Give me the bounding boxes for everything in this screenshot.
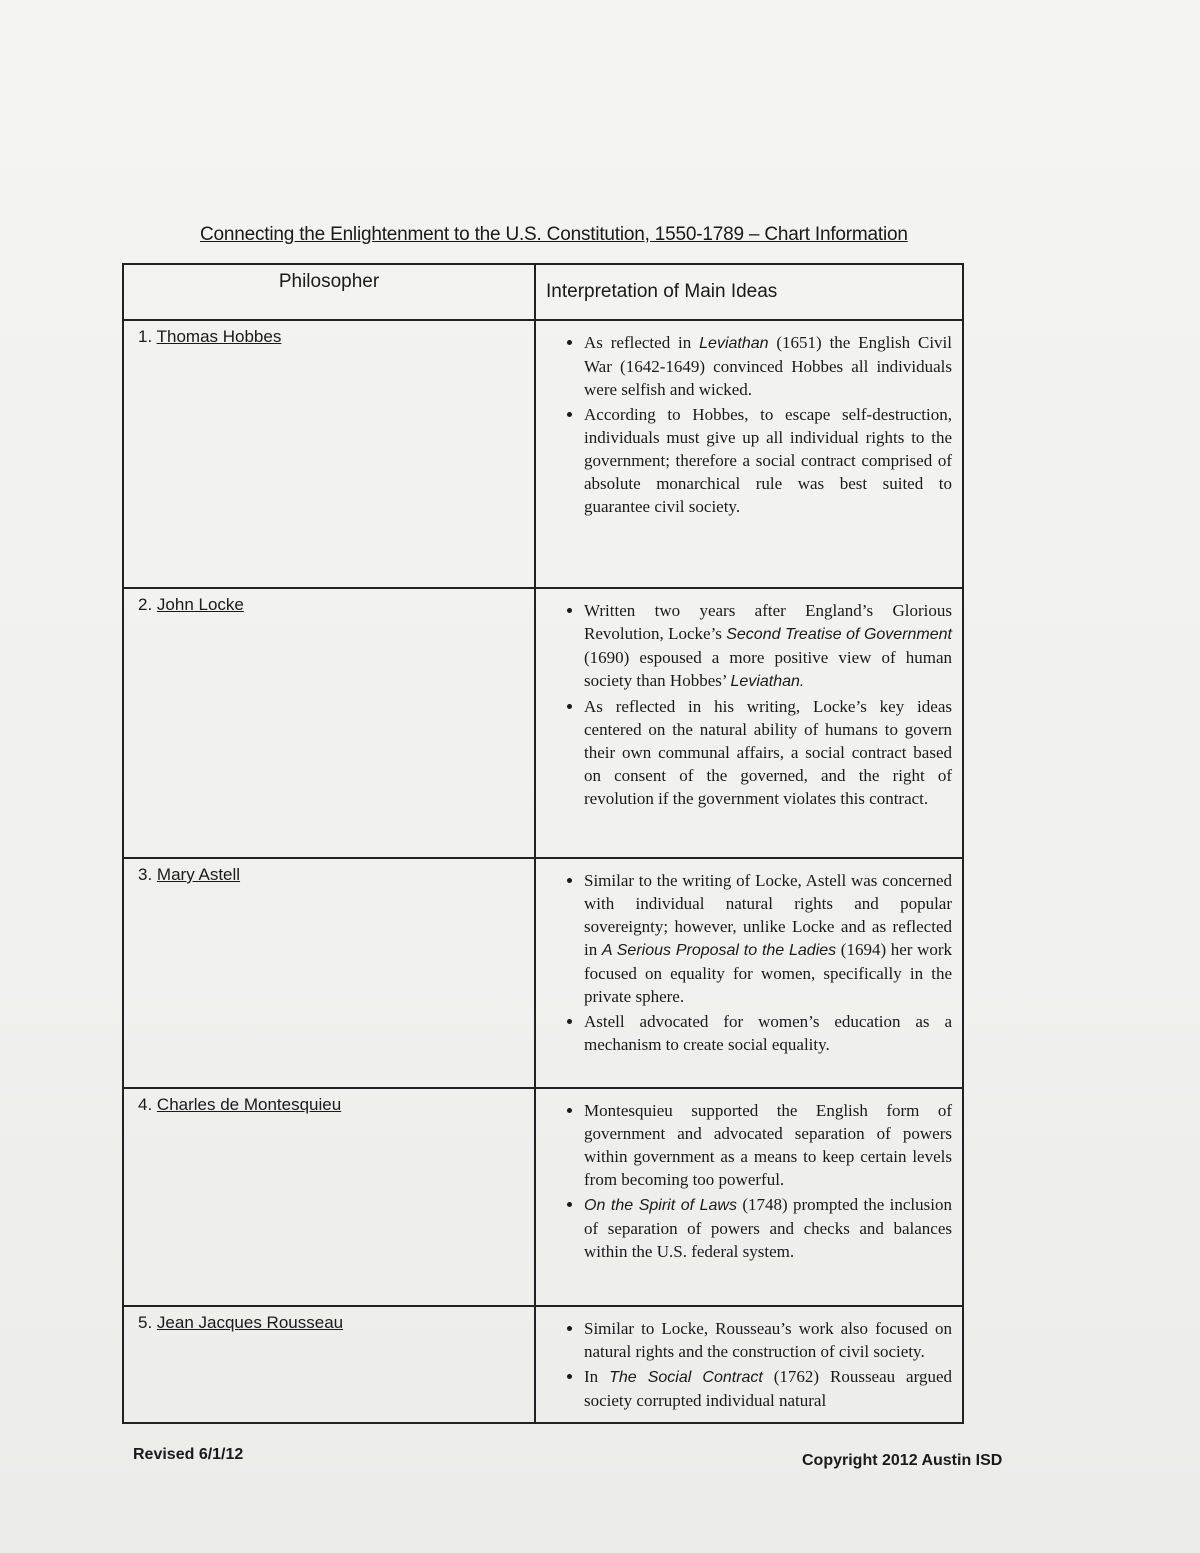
table-row	[123, 858, 963, 1088]
philosopher-cell	[123, 320, 535, 588]
page-title: Connecting the Enlightenment to the U.S. Constitution, 1550-1789 – Chart Information	[200, 224, 908, 245]
ideas-column-header: Interpretation of Main Ideas	[535, 264, 963, 320]
idea-bullet	[584, 599, 952, 693]
idea-bullet	[584, 1365, 952, 1412]
table-row	[123, 1306, 963, 1423]
table-row	[123, 1088, 963, 1306]
ideas-cell	[535, 1306, 963, 1423]
idea-bullet	[584, 869, 952, 1008]
table-row	[123, 320, 963, 588]
idea-text: Similar to Locke, Rousseau’s work also focused on natural rights and the construction of civil society.	[584, 1319, 952, 1361]
idea-text: Similar to the writing of Locke, Astell was concerned with individual natural rights and popular sovereignty; however, unlike Locke and as reflected in	[584, 871, 952, 959]
idea-bullet	[584, 331, 952, 401]
ideas-list	[536, 589, 962, 820]
row-number: 1.	[138, 327, 153, 346]
idea-text: In	[584, 1367, 610, 1386]
philosopher-cell	[123, 1306, 535, 1423]
ideas-list	[536, 1089, 962, 1273]
idea-text: As reflected in	[584, 333, 700, 352]
row-number: 5.	[138, 1313, 153, 1332]
ideas-list	[536, 321, 962, 528]
row-number: 4.	[138, 1095, 153, 1114]
row-number: 3.	[138, 865, 153, 884]
idea-text: (1690) espoused a more positive view of human society than Hobbes’	[584, 648, 952, 690]
philosopher-name: Thomas Hobbes	[156, 327, 282, 346]
philosopher-name: John Locke	[156, 595, 244, 614]
philosopher-name: Mary Astell	[156, 865, 241, 884]
ideas-cell	[535, 588, 963, 858]
idea-bullet	[584, 1193, 952, 1263]
idea-text: Montesquieu supported the English form of government and advocated separation of powers within government as a means to keep certain levels from becoming too powerful.	[584, 1101, 952, 1189]
work-title: The Social Contract	[609, 1369, 763, 1386]
ideas-cell	[535, 320, 963, 588]
idea-bullet	[584, 695, 952, 810]
row-number: 2.	[138, 595, 153, 614]
philosopher-cell	[123, 1088, 535, 1306]
work-title: A Serious Proposal to the Ladies	[601, 942, 837, 959]
philosopher-name: Jean Jacques Rousseau	[156, 1313, 344, 1332]
table-header-row	[123, 264, 963, 320]
idea-bullet	[584, 1317, 952, 1363]
idea-text: According to Hobbes, to escape self-destruction, individuals must give up all individual rights to the government; therefore a social contract comprised of absolute monarchical rule was best suited to guarantee civil society.	[584, 405, 952, 516]
copyright-notice: Copyright 2012 Austin ISD	[802, 1452, 1003, 1469]
idea-text: (1694) her work focused on equality for women, specifically in the private sphere.	[584, 940, 953, 1006]
work-title: On the Spirit of Laws	[584, 1197, 737, 1214]
idea-text: (1651) the English Civil War (1642-1649) convinced Hobbes all individuals were selfish and wicked.	[584, 333, 952, 399]
idea-text: Astell advocated for women’s education as a mechanism to create social equality.	[584, 1012, 952, 1054]
ideas-cell	[535, 858, 963, 1088]
work-title: Leviathan.	[730, 673, 805, 690]
idea-text: Written two years after England’s Glorious Revolution, Locke’s	[584, 601, 952, 643]
ideas-list	[536, 1307, 962, 1422]
idea-text: (1762) Rousseau argued society corrupted individual natural	[584, 1367, 952, 1410]
ideas-list	[536, 859, 962, 1066]
ideas-cell	[535, 1088, 963, 1306]
work-title: Leviathan	[699, 335, 769, 352]
philosopher-name: Charles de Montesquieu	[156, 1095, 342, 1114]
revised-date: Revised 6/1/12	[133, 1446, 244, 1463]
table-row	[123, 588, 963, 858]
idea-text: As reflected in his writing, Locke’s key ideas centered on the natural ability of humans to govern their own communal affairs, a social contract based on consent of the governed, and the right of revolution if the government violates this contract.	[584, 697, 952, 808]
idea-bullet	[584, 1099, 952, 1191]
philosopher-cell	[123, 588, 535, 858]
chart-table	[122, 263, 964, 1424]
idea-bullet	[584, 1010, 952, 1056]
philosopher-cell	[123, 858, 535, 1088]
idea-bullet	[584, 403, 952, 518]
work-title: Second Treatise of Government	[726, 626, 952, 643]
philosopher-column-header: Philosopher	[123, 264, 535, 320]
idea-text: (1748) prompted the inclusion of separation of powers and checks and balances within the U.S. federal system.	[584, 1195, 952, 1261]
